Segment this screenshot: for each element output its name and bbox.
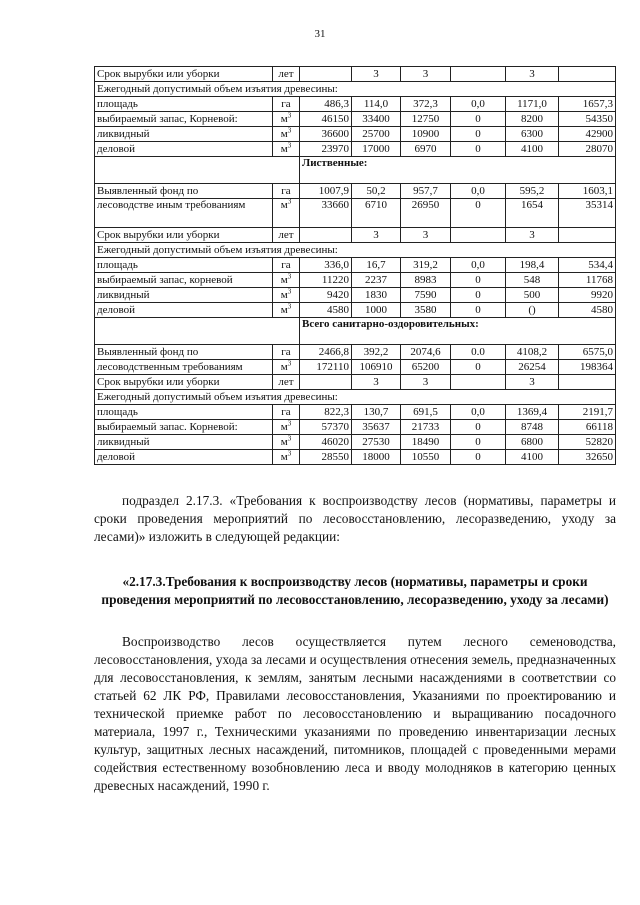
value-cell: 2237 bbox=[352, 273, 401, 288]
value-cell: 0 bbox=[451, 127, 506, 142]
value-cell: 336,0 bbox=[300, 258, 352, 273]
value-cell: 3 bbox=[352, 67, 401, 82]
value-cell: 32650 bbox=[559, 450, 616, 465]
value-cell: 6800 bbox=[506, 435, 559, 450]
unit-cell: лет bbox=[273, 375, 300, 390]
unit-text: м bbox=[280, 303, 288, 316]
row-label: Выявленный фонд по bbox=[95, 184, 273, 199]
value-cell: 0 bbox=[451, 360, 506, 375]
value-cell: 4580 bbox=[559, 303, 616, 318]
unit-cell: га bbox=[273, 258, 300, 273]
value-cell: 0 bbox=[451, 112, 506, 127]
value-cell: 3580 bbox=[401, 303, 451, 318]
unit-superscript: 3 bbox=[287, 434, 292, 442]
value-cell: 534,4 bbox=[559, 258, 616, 273]
table-span-label: Ежегодный допустимый объем изъятия древесины: bbox=[95, 82, 616, 97]
value-cell: () bbox=[506, 303, 559, 318]
unit-cell: га bbox=[273, 345, 300, 360]
unit-superscript: 3 bbox=[287, 198, 292, 206]
table-row bbox=[95, 450, 616, 465]
value-cell: 46150 bbox=[300, 112, 352, 127]
unit-cell bbox=[273, 435, 300, 450]
row-label: ликвидный bbox=[95, 435, 273, 450]
value-cell: 8200 bbox=[506, 112, 559, 127]
value-cell bbox=[451, 228, 506, 243]
unit-cell bbox=[273, 273, 300, 288]
value-cell: 3 bbox=[401, 375, 451, 390]
value-cell: 7590 bbox=[401, 288, 451, 303]
value-cell: 8983 bbox=[401, 273, 451, 288]
value-cell: 18000 bbox=[352, 450, 401, 465]
value-cell: 0 bbox=[451, 273, 506, 288]
value-cell: 0,0 bbox=[451, 258, 506, 273]
table-row bbox=[95, 67, 616, 82]
table-row bbox=[95, 97, 616, 112]
value-cell: 6575,0 bbox=[559, 345, 616, 360]
value-cell: 36600 bbox=[300, 127, 352, 142]
table-row bbox=[95, 228, 616, 243]
unit-text: м bbox=[280, 199, 288, 211]
table-row bbox=[95, 420, 616, 435]
unit-cell bbox=[273, 127, 300, 142]
table-row bbox=[95, 184, 616, 199]
value-cell: 2466,8 bbox=[300, 345, 352, 360]
value-cell: 0,0 bbox=[451, 97, 506, 112]
table-row bbox=[95, 318, 616, 345]
value-cell: 3 bbox=[506, 375, 559, 390]
unit-cell bbox=[273, 450, 300, 465]
row-label: Срок вырубки или уборки bbox=[95, 67, 273, 82]
value-cell bbox=[300, 67, 352, 82]
unit-superscript: 3 bbox=[287, 287, 292, 295]
value-cell: 57370 bbox=[300, 420, 352, 435]
table-row bbox=[95, 375, 616, 390]
unit-superscript: 3 bbox=[287, 359, 292, 367]
value-cell: 0 bbox=[451, 142, 506, 157]
value-cell: 4108,2 bbox=[506, 345, 559, 360]
unit-cell bbox=[273, 199, 300, 228]
value-cell: 392,2 bbox=[352, 345, 401, 360]
row-label: лесоводстве иным требованиям bbox=[95, 199, 273, 228]
value-cell bbox=[559, 228, 616, 243]
table-span-label: Ежегодный допустимый объем изъятия древесины: bbox=[95, 390, 616, 405]
value-cell: 0 bbox=[451, 303, 506, 318]
value-cell: 957,7 bbox=[401, 184, 451, 199]
unit-superscript: 3 bbox=[287, 141, 292, 149]
value-cell: 2074,6 bbox=[401, 345, 451, 360]
value-cell: 0 bbox=[451, 435, 506, 450]
value-cell: 1007,9 bbox=[300, 184, 352, 199]
value-cell: 822,3 bbox=[300, 405, 352, 420]
paragraph-body: Воспроизводство лесов осуществляется путем лесного семеноводства, лесовосстановления, ухода за лесами и осуществления отнесения земель, предназначенных для лесовосстановления, к землям, занятым лесными насаждениями в соответствии со статьей 62 ЛК РФ, Правилами лесовосстановления, Указаниями по проектированию и технической приемке работ по лесовосстановлению и выращиванию посадочного материала, 1997 г., Техническими указаниями по проведению инвентаризации лесных культур, защитных лесных насаждений, питомников, площадей с проведенными мерами содействия естественному возобновлению леса и вводу молодняков в категорию ценных древесных насаждений, 1990 г. bbox=[94, 634, 616, 793]
value-cell: 6300 bbox=[506, 127, 559, 142]
value-cell: 2191,7 bbox=[559, 405, 616, 420]
value-cell: 1000 bbox=[352, 303, 401, 318]
table-row bbox=[95, 303, 616, 318]
value-cell: 33660 bbox=[300, 199, 352, 228]
value-cell: 595,2 bbox=[506, 184, 559, 199]
table-section-title: Лиственные: bbox=[300, 157, 616, 184]
unit-cell: га bbox=[273, 405, 300, 420]
value-cell: 18490 bbox=[401, 435, 451, 450]
row-label: выбираемый запас. Корневой: bbox=[95, 420, 273, 435]
unit-superscript: 3 bbox=[287, 449, 292, 457]
unit-text: м bbox=[280, 288, 288, 301]
value-cell: 54350 bbox=[559, 112, 616, 127]
row-label: Срок вырубки или уборки bbox=[95, 375, 273, 390]
row-label: площадь bbox=[95, 405, 273, 420]
value-cell: 4580 bbox=[300, 303, 352, 318]
value-cell: 8748 bbox=[506, 420, 559, 435]
row-label: деловой bbox=[95, 303, 273, 318]
value-cell: 16,7 bbox=[352, 258, 401, 273]
value-cell: 25700 bbox=[352, 127, 401, 142]
unit-cell bbox=[273, 142, 300, 157]
row-label: деловой bbox=[95, 142, 273, 157]
unit-superscript: 3 bbox=[287, 302, 292, 310]
value-cell: 65200 bbox=[401, 360, 451, 375]
value-cell: 26950 bbox=[401, 199, 451, 228]
value-cell: 6970 bbox=[401, 142, 451, 157]
value-cell: 26254 bbox=[506, 360, 559, 375]
paragraph-amendment: подраздел 2.17.3. «Требования к воспроизводству лесов (нормативы, параметры и сроки проведения мероприятий по лесовосстановлению, лесоразведению, уходу за лесами)» изложить в следующей редакции: bbox=[94, 493, 616, 544]
row-label: площадь bbox=[95, 258, 273, 273]
value-cell bbox=[559, 67, 616, 82]
unit-text: м bbox=[280, 450, 288, 463]
table-row bbox=[95, 243, 616, 258]
row-label: Выявленный фонд по bbox=[95, 345, 273, 360]
unit-text: м bbox=[280, 112, 288, 125]
value-cell: 691,5 bbox=[401, 405, 451, 420]
value-cell: 50,2 bbox=[352, 184, 401, 199]
value-cell: 3 bbox=[352, 375, 401, 390]
row-label: ликвидный bbox=[95, 127, 273, 142]
table-row bbox=[95, 288, 616, 303]
table-row bbox=[95, 435, 616, 450]
value-cell: 66118 bbox=[559, 420, 616, 435]
unit-superscript: 3 bbox=[287, 419, 292, 427]
value-cell: 198,4 bbox=[506, 258, 559, 273]
value-cell bbox=[300, 375, 352, 390]
value-cell: 23970 bbox=[300, 142, 352, 157]
unit-cell bbox=[273, 112, 300, 127]
value-cell: 0 bbox=[451, 199, 506, 228]
value-cell: 1657,3 bbox=[559, 97, 616, 112]
value-cell: 33400 bbox=[352, 112, 401, 127]
table-row bbox=[95, 258, 616, 273]
value-cell bbox=[559, 375, 616, 390]
unit-cell bbox=[273, 420, 300, 435]
value-cell: 21733 bbox=[401, 420, 451, 435]
table-row bbox=[95, 127, 616, 142]
value-cell: 10900 bbox=[401, 127, 451, 142]
table-row bbox=[95, 360, 616, 375]
value-cell: 28070 bbox=[559, 142, 616, 157]
row-label: выбираемый запас, Корневой: bbox=[95, 112, 273, 127]
value-cell: 500 bbox=[506, 288, 559, 303]
value-cell: 172110 bbox=[300, 360, 352, 375]
table-row bbox=[95, 390, 616, 405]
value-cell: 114,0 bbox=[352, 97, 401, 112]
value-cell: 0,0 bbox=[451, 405, 506, 420]
value-cell: 106910 bbox=[352, 360, 401, 375]
value-cell: 6710 bbox=[352, 199, 401, 228]
row-label: Срок вырубки или уборки bbox=[95, 228, 273, 243]
unit-cell bbox=[273, 303, 300, 318]
value-cell: 198364 bbox=[559, 360, 616, 375]
row-label: площадь bbox=[95, 97, 273, 112]
value-cell: 35637 bbox=[352, 420, 401, 435]
value-cell: 0 bbox=[451, 288, 506, 303]
value-cell: 372,3 bbox=[401, 97, 451, 112]
unit-cell: лет bbox=[273, 228, 300, 243]
value-cell: 130,7 bbox=[352, 405, 401, 420]
unit-cell: га bbox=[273, 184, 300, 199]
table-section-title: Всего санитарно-оздоровительных: bbox=[300, 318, 616, 345]
value-cell bbox=[451, 375, 506, 390]
value-cell: 3 bbox=[506, 228, 559, 243]
unit-text: м bbox=[280, 435, 288, 448]
value-cell: 4100 bbox=[506, 142, 559, 157]
row-label: выбираемый запас, корневой bbox=[95, 273, 273, 288]
value-cell: 11768 bbox=[559, 273, 616, 288]
section-heading: «2.17.3.Требования к воспроизводству лесов (нормативы, параметры и сроки проведения мероприятий по лесовосстановлению, лесоразведению, уходу за лесами) bbox=[101, 574, 609, 607]
table-span-label: Ежегодный допустимый объем изъятия древесины: bbox=[95, 243, 616, 258]
table-row bbox=[95, 112, 616, 127]
table-row bbox=[95, 199, 616, 228]
unit-cell: га bbox=[273, 97, 300, 112]
table-row bbox=[95, 157, 616, 184]
value-cell: 486,3 bbox=[300, 97, 352, 112]
value-cell: 3 bbox=[401, 228, 451, 243]
table-cell-empty bbox=[95, 318, 300, 345]
unit-text: м bbox=[280, 420, 288, 433]
unit-superscript: 3 bbox=[287, 126, 292, 134]
value-cell: 3 bbox=[401, 67, 451, 82]
unit-text: м bbox=[280, 127, 288, 140]
table-row bbox=[95, 142, 616, 157]
value-cell bbox=[451, 67, 506, 82]
value-cell: 0.0 bbox=[451, 345, 506, 360]
unit-text: м bbox=[280, 273, 288, 286]
unit-cell bbox=[273, 288, 300, 303]
value-cell: 12750 bbox=[401, 112, 451, 127]
table-row bbox=[95, 273, 616, 288]
value-cell: 3 bbox=[506, 67, 559, 82]
value-cell: 11220 bbox=[300, 273, 352, 288]
value-cell: 10550 bbox=[401, 450, 451, 465]
table-row bbox=[95, 82, 616, 97]
value-cell: 0,0 bbox=[451, 184, 506, 199]
value-cell: 0 bbox=[451, 450, 506, 465]
value-cell: 4100 bbox=[506, 450, 559, 465]
page-number: 31 bbox=[314, 28, 326, 40]
row-label: деловой bbox=[95, 450, 273, 465]
value-cell: 3 bbox=[352, 228, 401, 243]
value-cell: 9420 bbox=[300, 288, 352, 303]
value-cell: 17000 bbox=[352, 142, 401, 157]
value-cell: 28550 bbox=[300, 450, 352, 465]
table-row bbox=[95, 345, 616, 360]
value-cell: 0 bbox=[451, 420, 506, 435]
value-cell: 52820 bbox=[559, 435, 616, 450]
value-cell: 1654 bbox=[506, 199, 559, 228]
forest-data-table bbox=[94, 66, 616, 465]
value-cell: 27530 bbox=[352, 435, 401, 450]
unit-superscript: 3 bbox=[287, 272, 292, 280]
table-cell-empty bbox=[95, 157, 300, 184]
value-cell: 9920 bbox=[559, 288, 616, 303]
value-cell: 46020 bbox=[300, 435, 352, 450]
unit-cell: лет bbox=[273, 67, 300, 82]
row-label: ликвидный bbox=[95, 288, 273, 303]
unit-cell bbox=[273, 360, 300, 375]
value-cell: 319,2 bbox=[401, 258, 451, 273]
table-row bbox=[95, 405, 616, 420]
value-cell: 1603,1 bbox=[559, 184, 616, 199]
unit-superscript: 3 bbox=[287, 111, 292, 119]
value-cell: 1171,0 bbox=[506, 97, 559, 112]
value-cell: 42900 bbox=[559, 127, 616, 142]
value-cell: 548 bbox=[506, 273, 559, 288]
row-label: лесоводственным требованиям bbox=[95, 360, 273, 375]
value-cell: 35314 bbox=[559, 199, 616, 228]
value-cell bbox=[300, 228, 352, 243]
value-cell: 1369,4 bbox=[506, 405, 559, 420]
unit-text: м bbox=[280, 142, 288, 155]
value-cell: 1830 bbox=[352, 288, 401, 303]
unit-text: м bbox=[280, 360, 288, 373]
